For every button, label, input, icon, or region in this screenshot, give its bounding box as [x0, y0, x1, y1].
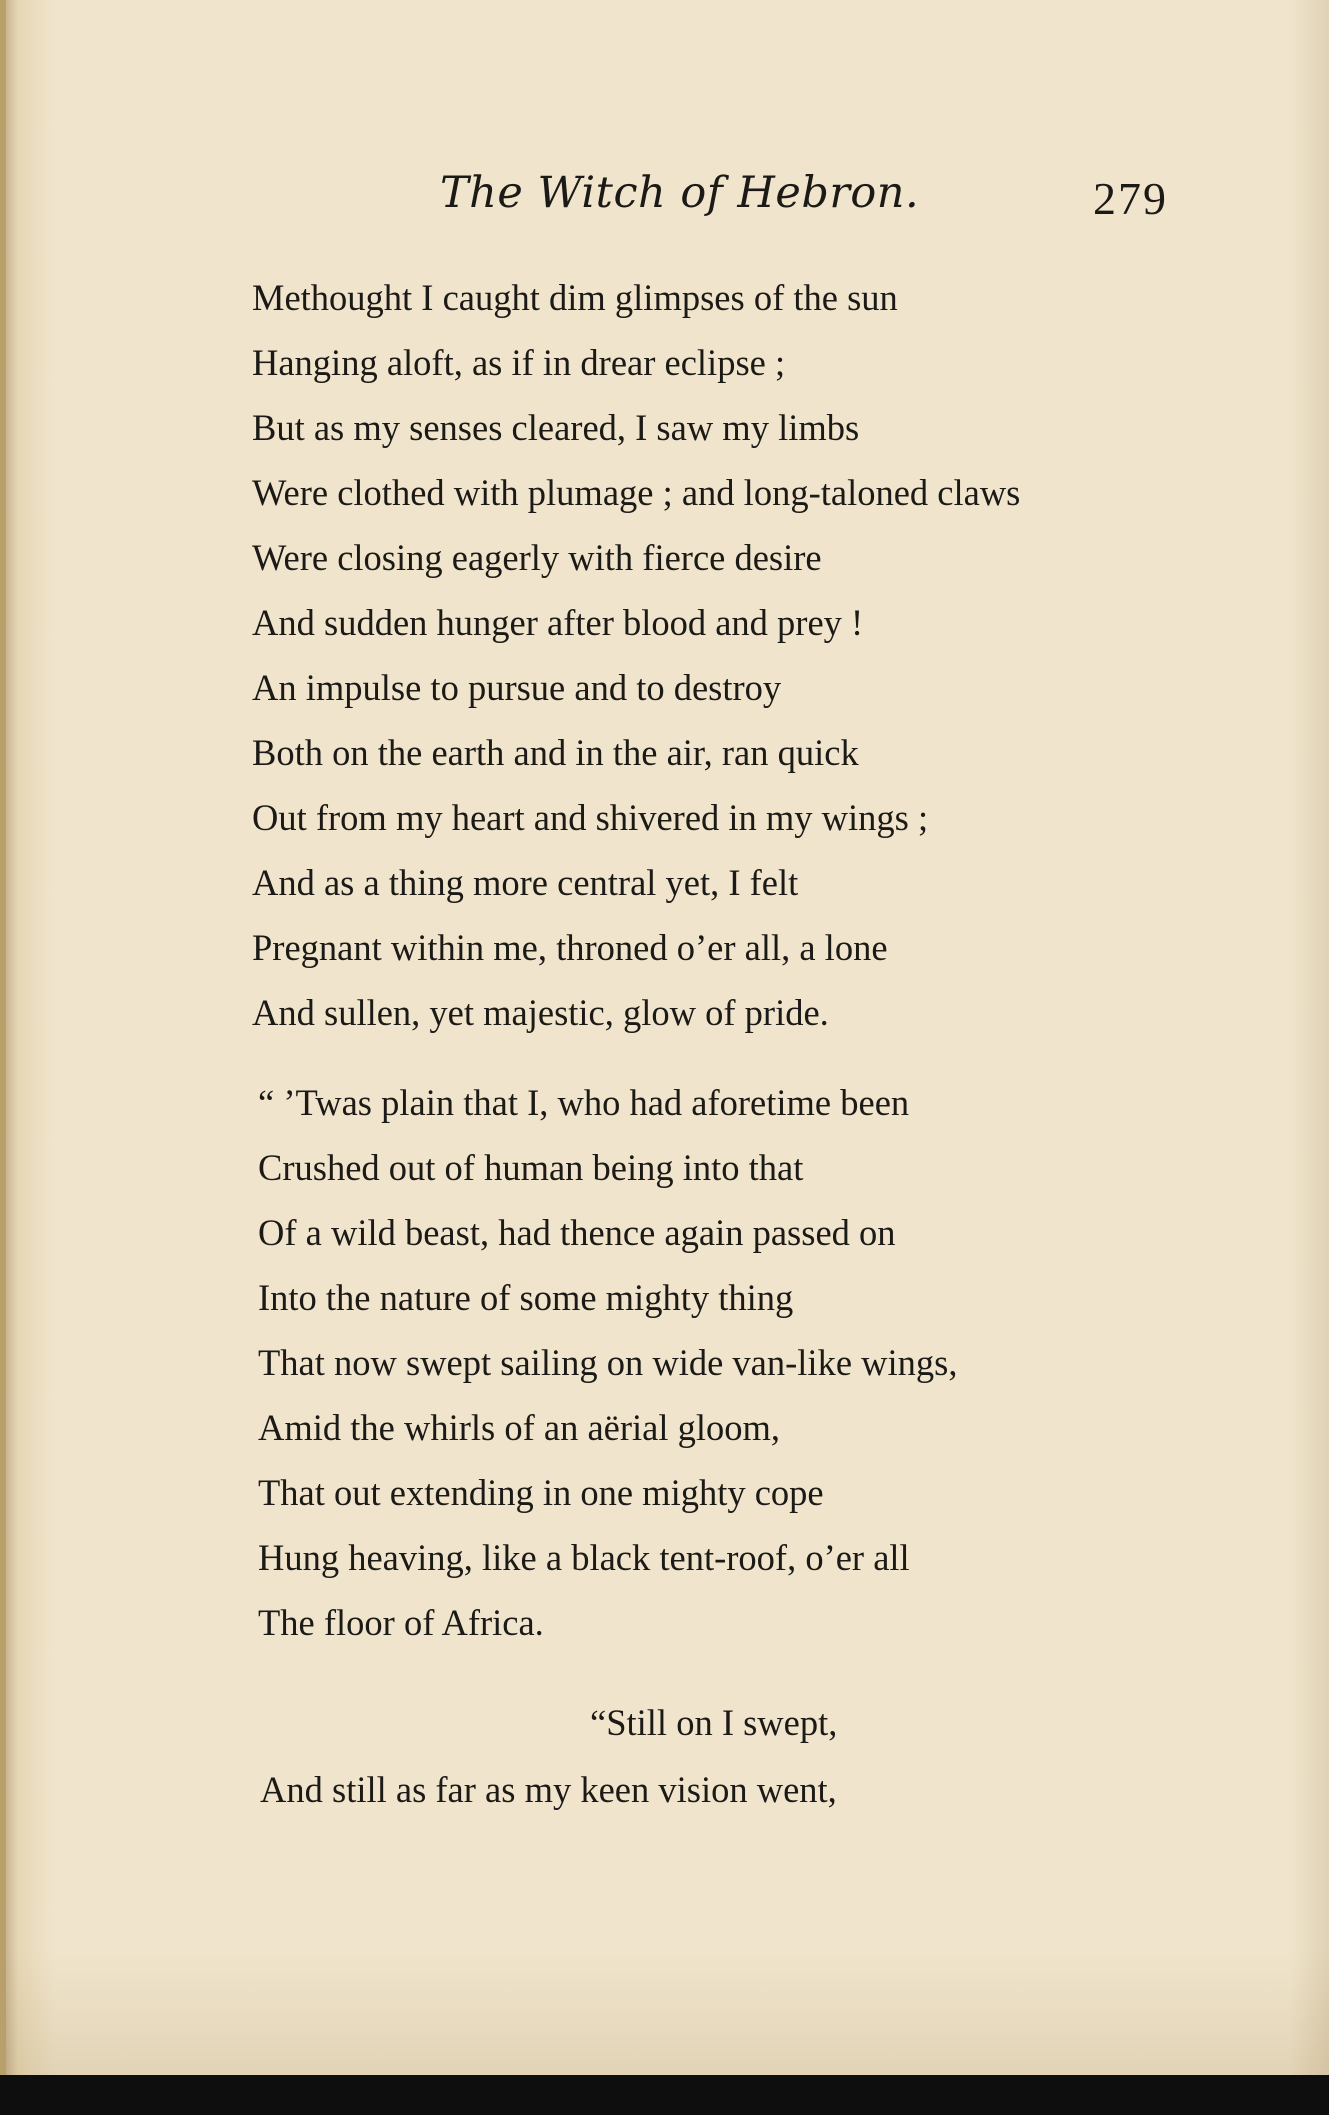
verse-line: Pregnant within me, throned o’er all, a lone — [252, 927, 888, 968]
page-number: 279 — [1093, 173, 1168, 224]
verse-line: Of a wild beast, had thence again passed on — [258, 1212, 896, 1253]
verse-line: Methought I caught dim glimpses of the sun — [252, 277, 898, 318]
verse-line-indented: “Still on I swept, — [590, 1702, 838, 1743]
verse-line: Hung heaving, like a black tent-roof, o’er all — [258, 1537, 910, 1578]
verse-line: And sullen, yet majestic, glow of pride. — [252, 992, 829, 1033]
verse-line: That out extending in one mighty cope — [258, 1472, 824, 1513]
verse-line: “ ’Twas plain that I, who had aforetime been — [258, 1082, 910, 1123]
verse-line: An impulse to pursue and to destroy — [252, 667, 782, 708]
verse-line: Into the nature of some mighty thing — [258, 1277, 794, 1318]
verse-line: Amid the whirls of an aërial gloom, — [258, 1407, 781, 1448]
verse-line: That now swept sailing on wide van-like wings, — [258, 1342, 958, 1383]
verse-line: Were clothed with plumage ; and long-taloned claws — [252, 472, 1021, 513]
verse-line: But as my senses cleared, I saw my limbs — [252, 407, 860, 448]
stanza-1 — [252, 265, 1020, 1045]
running-title: The Witch of Hebron. — [440, 168, 920, 218]
verse-line: And still as far as my keen vision went, — [260, 1769, 837, 1810]
verse-line: Crushed out of human being into that — [258, 1147, 804, 1188]
stanza-3 — [260, 1757, 837, 1822]
verse-line: The floor of Africa. — [258, 1602, 544, 1643]
verse-line: Both on the earth and in the air, ran quick — [252, 732, 859, 773]
verse-line: Out from my heart and shivered in my wings ; — [252, 797, 929, 838]
scan-background — [0, 2075, 1329, 2115]
stanza-2 — [258, 1070, 957, 1655]
verse-line: And as a thing more central yet, I felt — [252, 862, 799, 903]
verse-line: Hanging aloft, as if in drear eclipse ; — [252, 342, 786, 383]
verse-line: Were closing eagerly with fierce desire — [252, 537, 822, 578]
page-gutter-shadow — [0, 0, 6, 2075]
verse-line: And sudden hunger after blood and prey ! — [252, 602, 864, 643]
stanza-3-opening — [590, 1690, 837, 1755]
